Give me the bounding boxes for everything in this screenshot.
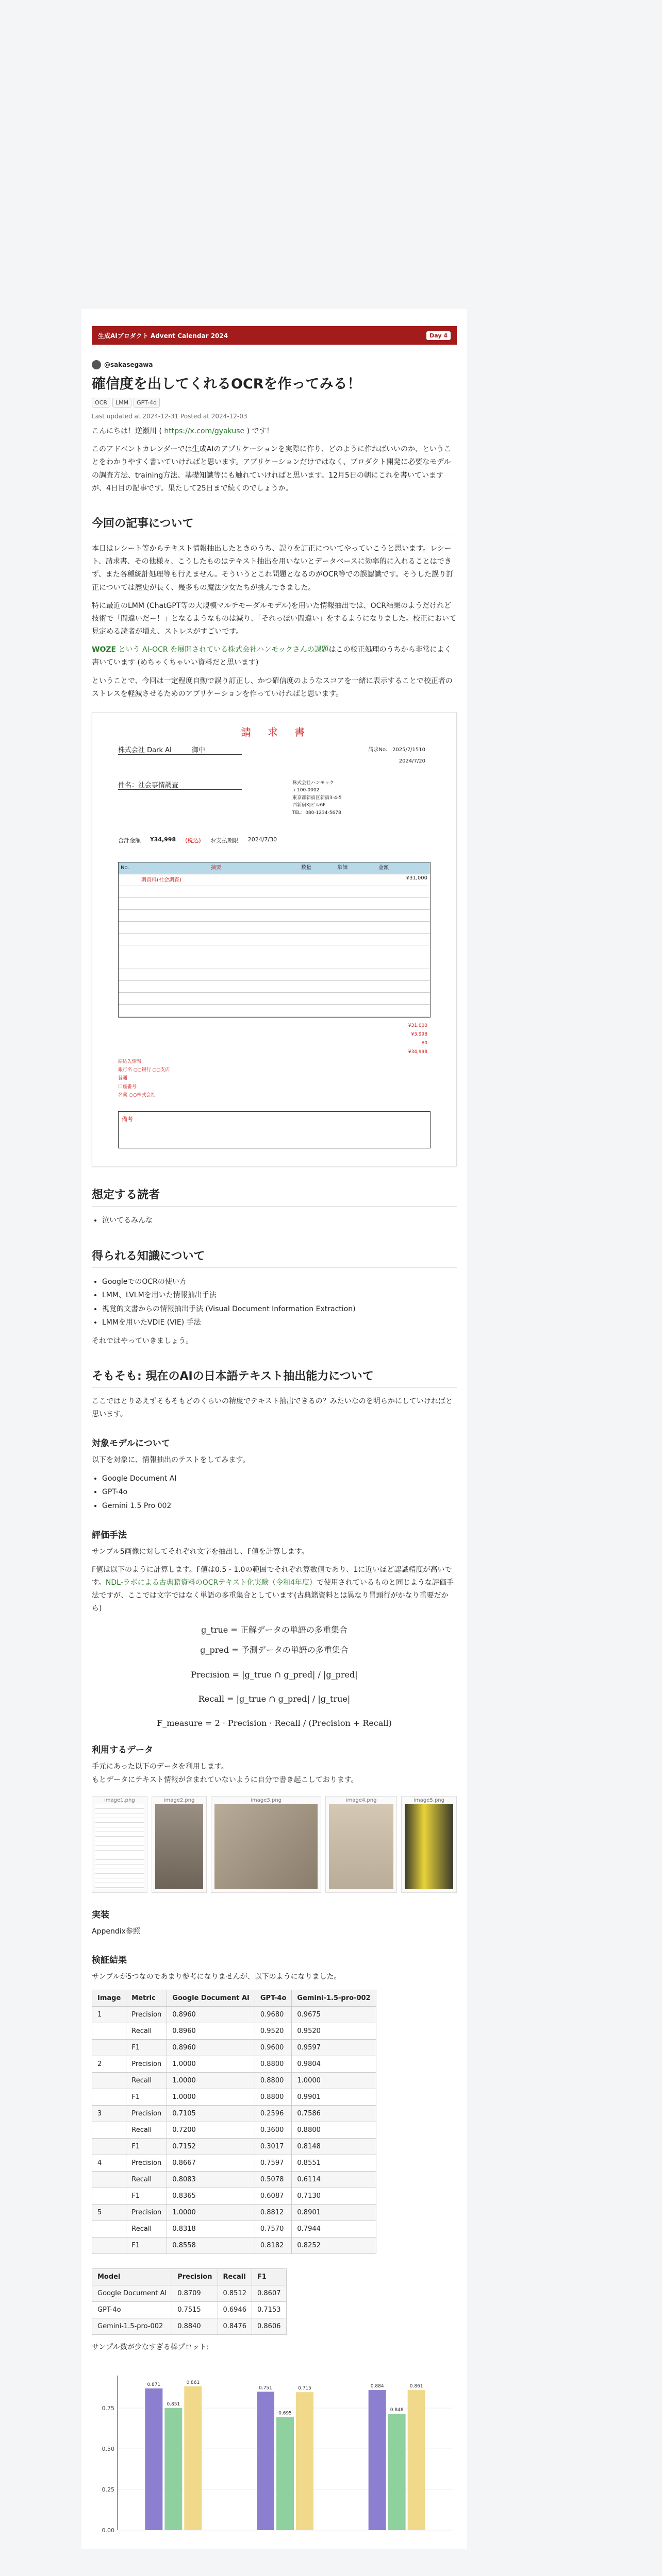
label: (税込) <box>185 837 201 844</box>
table-row <box>92 2023 376 2040</box>
data-label: 0.851 <box>167 2402 180 2408</box>
list-item: • 泣いてるみんな <box>102 1214 457 1228</box>
table-cell: 0.7153 <box>252 2302 287 2318</box>
table-cell: 0.8800 <box>255 2073 292 2089</box>
text: こんにちは！逆瀬川 ( <box>92 427 164 435</box>
y-tick-label: 0.25 <box>102 2486 114 2494</box>
post-date: Last updated at 2024-12-31 Posted at 2024-12-03 <box>92 413 247 420</box>
value: 振込先情報 <box>118 1059 142 1064</box>
table-cell: Precision <box>126 2106 167 2122</box>
author[interactable] <box>92 360 457 369</box>
reader-list <box>102 1214 457 1228</box>
advent-banner[interactable] <box>92 326 457 345</box>
value: 2024/7/30 <box>247 836 277 843</box>
table-row <box>92 2285 287 2302</box>
data-label: 0.861 <box>409 2384 423 2389</box>
data-label: 0.751 <box>259 2385 272 2391</box>
invoice-company <box>118 744 242 755</box>
section-heading: 今回の記事について <box>92 515 457 535</box>
table-cell: 0.9520 <box>255 2023 292 2040</box>
bar <box>296 2393 313 2531</box>
receipt-image <box>95 1804 144 1889</box>
paragraph: 以下を対象に、情報抽出のテストをしてみます。 <box>92 1455 250 1464</box>
table-cell: 0.8800 <box>255 2089 292 2106</box>
table-row <box>92 2188 376 2205</box>
table-cell: 0.6114 <box>292 2172 376 2188</box>
y-tick-label: 0.75 <box>102 2405 114 2412</box>
table-cell: 0.7200 <box>167 2122 255 2139</box>
data-label: 0.861 <box>186 2380 200 2386</box>
value: ¥34,998 <box>150 836 176 843</box>
paragraph: それではやっていきましょう。 <box>92 1336 193 1345</box>
table-cell: F1 <box>126 2139 167 2155</box>
value: 2025/7/1510 <box>392 747 425 753</box>
table-cell: 1.0000 <box>167 2056 255 2073</box>
table-cell <box>92 2122 126 2139</box>
woze-link[interactable]: WOZE <box>92 646 117 654</box>
invoice-sender <box>292 779 342 817</box>
avatar <box>92 360 101 369</box>
invoice-table <box>118 862 431 1018</box>
table-cell: 0.7570 <box>255 2221 292 2238</box>
value: 東京都新宿区新宿3-4-5 <box>292 795 342 801</box>
table-cell: Precision <box>126 2056 167 2073</box>
table-cell: 0.8667 <box>167 2155 255 2172</box>
invoice-subject: 件名：社会事情調査 <box>118 779 242 790</box>
table-cell: 0.8318 <box>167 2221 255 2238</box>
sample-thumb[interactable] <box>401 1796 457 1893</box>
table-cell: 0.3017 <box>255 2139 292 2155</box>
table-cell: 1.0000 <box>167 2073 255 2089</box>
table-cell: 5 <box>92 2205 126 2221</box>
day-badge: Day 4 <box>426 331 451 340</box>
table-cell <box>92 2172 126 2188</box>
list-item: • Gemini 1.5 Pro 002 <box>102 1499 457 1513</box>
table-cell: 0.8365 <box>167 2188 255 2205</box>
table-cell: 2 <box>92 2056 126 2073</box>
text: ) です！ <box>244 427 274 435</box>
table-cell: 0.8558 <box>167 2238 255 2254</box>
table-cell: F1 <box>126 2089 167 2106</box>
label: お支払期限 <box>210 837 239 844</box>
table-cell <box>92 2073 126 2089</box>
summary-table <box>92 2268 287 2335</box>
subsection-heading: 実装 <box>92 1909 109 1920</box>
text: 株式会社 Dark AI <box>118 747 172 754</box>
table-row <box>92 2318 287 2335</box>
results-table <box>92 1990 376 2254</box>
table-cell: F1 <box>126 2188 167 2205</box>
table-row <box>92 2007 376 2023</box>
table-cell: Precision <box>126 2205 167 2221</box>
value: 西新宿KJビル6F <box>292 803 326 808</box>
receipt-image <box>214 1804 317 1889</box>
value: 〒100-0002 <box>292 788 320 793</box>
paragraph: サンプルが5つなのであまり参考になりませんが、以下のようになりました。 <box>92 1973 341 1981</box>
table-row <box>92 2238 376 2254</box>
table-cell: 0.9804 <box>292 2056 376 2073</box>
subsection-heading: 評価手法 <box>92 1530 127 1540</box>
data-label: 0.695 <box>278 2411 292 2416</box>
bar <box>408 2390 425 2530</box>
intro-paragraph: このアドベントカレンダーでは生成AIのアプリケーションを実際に作り、どのように作ればいいのか、ということをわかりやすく書いていければと思います。アプリケーションだけではなく、プロダクト開発に必要なモデルの調査方法、training方法、基礎知識等にも触れていければと思います。12月5日の朝にこれを書いていますが、4日目の記事です。果たして25日まで続くのでしょうか。 <box>92 445 451 493</box>
invoice-amount: ¥31,000 <box>406 875 427 881</box>
table-row <box>92 2139 376 2155</box>
table-row <box>92 2040 376 2056</box>
table-cell: 3 <box>92 2106 126 2122</box>
table-cell: Precision <box>126 2007 167 2023</box>
value: 名義 ○○株式会社 <box>118 1092 156 1098</box>
table-cell: 4 <box>92 2155 126 2172</box>
caption: image5.png <box>413 1797 444 1803</box>
table-cell: Recall <box>126 2122 167 2139</box>
table-cell: 0.8551 <box>292 2155 376 2172</box>
value: 2024/7/20 <box>399 758 425 764</box>
paragraph: Appendix参照 <box>92 1927 140 1936</box>
table-cell: 0.3600 <box>255 2122 292 2139</box>
table-cell: 0.8182 <box>255 2238 292 2254</box>
tag[interactable]: GPT-4o <box>134 398 160 408</box>
table-header: GPT-4o <box>255 1990 292 2007</box>
table-cell: 0.7597 <box>255 2155 292 2172</box>
table-cell: Precision <box>126 2155 167 2172</box>
table-cell: 0.7105 <box>167 2106 255 2122</box>
bar <box>388 2414 406 2531</box>
table-cell: 0.8607 <box>252 2285 287 2302</box>
table-cell: Gemini-1.5-pro-002 <box>92 2318 172 2335</box>
table-cell <box>92 2188 126 2205</box>
invoice-subtotals <box>408 1022 427 1057</box>
formula: F_measure = 2 · Precision · Recall / (Precision + Recall) <box>157 1718 392 1728</box>
text: F値は以下のように計算します。F値は0.5 - 1.0の範囲でそれぞれ算数値であり、1に近いほど認識精度が高いです。 <box>92 1565 452 1587</box>
table-row <box>92 2155 376 2172</box>
table-row <box>92 2073 376 2089</box>
table-cell: 0.8960 <box>167 2040 255 2056</box>
table-cell <box>92 2089 126 2106</box>
bar <box>276 2417 294 2530</box>
y-tick-label: 0.50 <box>102 2446 114 2453</box>
col: 金額 <box>378 865 389 871</box>
table-cell: 1.0000 <box>167 2205 255 2221</box>
data-label: 0.871 <box>147 2382 161 2388</box>
table-cell: Recall <box>126 2073 167 2089</box>
paragraph <box>92 1564 457 1616</box>
sample-images <box>92 1796 457 1893</box>
table-cell: 0.9680 <box>255 2007 292 2023</box>
formula: Recall = |g_true ∩ g_pred| / |g_true| <box>198 1694 351 1704</box>
paragraph: ここではとりあえずそもそもどのくらいの精度でテキスト抽出できるの？みたいなのを明らかにしていければと思います。 <box>92 1397 453 1419</box>
list-item: • LMMを用いたVDIE (VIE) 手法 <box>102 1316 457 1330</box>
table-cell: 0.9675 <box>292 2007 376 2023</box>
table-cell: 0.8252 <box>292 2238 376 2254</box>
caption: image1.png <box>104 1797 135 1803</box>
table-header: Precision <box>172 2269 218 2285</box>
paragraph <box>92 643 457 669</box>
invoice-title: 請 求 書 <box>241 726 308 738</box>
bar <box>164 2408 182 2530</box>
table-cell: 0.8512 <box>218 2285 252 2302</box>
table-cell: Recall <box>126 2023 167 2040</box>
formula: g_pred = 予測データの単語の多重集合 <box>200 1645 349 1655</box>
invoice-item: 調査料(社会調査) <box>141 877 181 883</box>
table-cell: 0.8476 <box>218 2318 252 2335</box>
table-header-row <box>92 2269 287 2285</box>
value: ¥34,998 <box>408 1049 427 1055</box>
bar <box>257 2392 274 2531</box>
author-name: @sakasegawa <box>104 361 153 368</box>
table-cell: 0.8840 <box>172 2318 218 2335</box>
table-cell: GPT-4o <box>92 2302 172 2318</box>
table-cell: 0.8083 <box>167 2172 255 2188</box>
table-cell: 0.9597 <box>292 2040 376 2056</box>
table-cell: 0.8800 <box>292 2122 376 2139</box>
table-cell: Google Document AI <box>92 2285 172 2302</box>
value: 普通 <box>118 1076 128 1081</box>
sample-thumb[interactable] <box>92 1796 147 1893</box>
section-heading: 得られる知識について <box>92 1247 457 1268</box>
receipt-image <box>329 1804 393 1889</box>
caption: image2.png <box>163 1797 195 1803</box>
twitter-link[interactable]: https://x.com/gyakuse <box>164 427 245 435</box>
table-cell <box>92 2238 126 2254</box>
value: 口座番号 <box>118 1084 137 1090</box>
tag[interactable]: LMM <box>112 398 131 408</box>
paragraph: 本日はレシート等からテキスト情報抽出したときのうち、誤りを訂正についてやっていこうと思います。レシート、請求書、その他様々、こうしたものはテキスト抽出を用いないとデータベースに効率的に入れることはできず、また各種統計処理等も行えません。そういうとこれ問題となるのがOCR等での誤認識です。そうした誤り訂正については歴史が長く、幾多もの魔法少女たちが挑んできました。 <box>92 544 454 592</box>
table-cell <box>92 2040 126 2056</box>
bar <box>184 2386 202 2530</box>
invoice-notes <box>118 1058 170 1099</box>
table-cell: 0.8960 <box>167 2023 255 2040</box>
col: 単価 <box>337 865 347 871</box>
list-item: • 視覚的文書からの情報抽出手法 (Visual Document Information Extraction) <box>102 1302 457 1316</box>
table-cell: F1 <box>126 2040 167 2056</box>
table-cell: 0.8800 <box>255 2056 292 2073</box>
table-header: F1 <box>252 2269 287 2285</box>
table-cell: 0.2596 <box>255 2106 292 2122</box>
bar <box>145 2388 162 2530</box>
caption: image3.png <box>251 1797 282 1803</box>
tag[interactable]: OCR <box>92 398 110 408</box>
subsection-heading: 対象モデルについて <box>92 1438 170 1449</box>
intro-paragraph <box>92 425 457 438</box>
paragraph: 手元にあった以下のデータを利用します。 もとデータにテキスト情報が含まれていないように自分で書き起こしております。 <box>92 1762 358 1784</box>
invoice-meta <box>368 744 425 767</box>
table-cell: 0.8812 <box>255 2205 292 2221</box>
formula: g_true = 正解データの単語の多重集合 <box>201 1625 347 1635</box>
table-cell <box>92 2139 126 2155</box>
table-cell: 0.8148 <box>292 2139 376 2155</box>
table-cell: 0.9520 <box>292 2023 376 2040</box>
table-cell: 1.0000 <box>167 2089 255 2106</box>
table-cell: 0.7130 <box>292 2188 376 2205</box>
table-header: Model <box>92 2269 172 2285</box>
tag-list <box>92 398 457 408</box>
table-row <box>92 2106 376 2122</box>
table-row <box>92 2205 376 2221</box>
table-cell: 0.9600 <box>255 2040 292 2056</box>
table-cell: 0.5078 <box>255 2172 292 2188</box>
formula: Precision = |g_true ∩ g_pred| / |g_pred| <box>191 1670 358 1680</box>
table-row <box>92 2056 376 2073</box>
table-cell: 1 <box>92 2007 126 2023</box>
sample-thumb[interactable] <box>325 1796 397 1893</box>
table-header: Image <box>92 1990 126 2007</box>
article <box>81 309 467 2549</box>
sample-thumb[interactable] <box>152 1796 207 1893</box>
col: 摘要 <box>211 865 221 871</box>
receipt-image <box>155 1804 204 1889</box>
knowledge-list <box>102 1275 457 1330</box>
col: No. <box>121 865 129 871</box>
invoice-image <box>92 712 457 1166</box>
table-header: Recall <box>218 2269 252 2285</box>
table-row <box>92 2221 376 2238</box>
table-cell: F1 <box>126 2238 167 2254</box>
table-header: Gemini-1.5-pro-002 <box>292 1990 376 2007</box>
paragraph: サンプル5画像に対してそれぞれ文字を抽出し、F値を計算します。 <box>92 1547 309 1556</box>
data-label: 0.715 <box>298 2386 311 2392</box>
table-cell: 0.6087 <box>255 2188 292 2205</box>
table-cell: 0.8960 <box>167 2007 255 2023</box>
label: 合計金額 <box>118 837 141 844</box>
table-cell: 0.7944 <box>292 2221 376 2238</box>
table-row <box>92 2302 287 2318</box>
value: TEL：080-1234-5678 <box>292 810 341 816</box>
sample-thumb[interactable] <box>211 1796 321 1893</box>
value: 銀行名 ○○銀行 ○○支店 <box>118 1067 170 1073</box>
bar <box>369 2390 386 2530</box>
table-header: Google Document AI <box>167 1990 255 2007</box>
section-heading: そもそも: 現在のAIの日本語テキスト抽出能力について <box>92 1367 457 1388</box>
text: 御中 <box>191 747 205 754</box>
list-item: • LMM、LVLMを用いた情報抽出手法 <box>102 1289 457 1302</box>
table-header-row <box>92 1990 376 2007</box>
bar-chart <box>92 2365 457 2540</box>
chart-caption: サンプル数が少なすぎる棒プロット: <box>92 2343 209 2352</box>
table-cell: Recall <box>126 2221 167 2238</box>
table-cell <box>92 2023 126 2040</box>
table-cell: 1.0000 <box>292 2073 376 2089</box>
invoice-total <box>118 836 427 844</box>
table-cell: 0.7152 <box>167 2139 255 2155</box>
table-cell: 0.8901 <box>292 2205 376 2221</box>
data-label: 0.848 <box>390 2408 404 2413</box>
table-row <box>92 2172 376 2188</box>
subsection-heading: 検証結果 <box>92 1955 127 1965</box>
y-tick-label: 0.00 <box>102 2527 114 2534</box>
list-item: • Google Document AI <box>102 1472 457 1486</box>
value: ¥31,000 <box>408 1023 427 1028</box>
banner-title: 生成AIプロダクト Advent Calendar 2024 <box>98 332 228 340</box>
invoice-remarks <box>118 1111 431 1148</box>
text: で使用されているものと同じような評価手法ですが、ここでは文字ではなく単語の多重集合としています(古典籍資料とは異なり冒頭行がかなり重要だから) <box>92 1578 454 1613</box>
table-cell <box>92 2221 126 2238</box>
paragraph: ということで、今回は一定程度自動で誤り訂正し、かつ確信度のようなスコアを一緒に表示することで校正者のストレスを軽減させるためのアプリケーションを作っていければと思います。 <box>92 676 453 698</box>
caption: image4.png <box>345 1797 377 1803</box>
table-header: Metric <box>126 1990 167 2007</box>
col: 数量 <box>301 865 311 871</box>
value: ¥0 <box>421 1041 427 1046</box>
table-cell: 0.8709 <box>172 2285 218 2302</box>
value: ¥3,998 <box>411 1032 427 1038</box>
receipt-image <box>405 1804 453 1889</box>
table-cell: 0.6946 <box>218 2302 252 2318</box>
list-item: • GoogleでのOCRの使い方 <box>102 1275 457 1289</box>
value: 株式会社ハンモック <box>292 781 334 786</box>
table-row <box>92 2089 376 2106</box>
text: はこの校正処理のうちから非常によく書いています (めちゃくちゃいい資料だと思います) <box>92 646 452 667</box>
subsection-heading: 利用するデータ <box>92 1745 153 1756</box>
invoice-table-header <box>118 862 431 874</box>
model-list <box>102 1472 457 1513</box>
table-cell: 0.8606 <box>252 2318 287 2335</box>
table-cell: 0.9901 <box>292 2089 376 2106</box>
paragraph: 特に最近のLMM (ChatGPT等の大規模マルチモーダルモデル)を用いた情報抽出では、OCR結果のようだけれど技術で「間違いだー！」となるようなものは減り、「それっぽい間違い」をするようになりました。校正において見定める読者が増え、ストレスがすごいです。 <box>92 601 456 636</box>
table-row <box>92 2122 376 2139</box>
table-cell: 0.7515 <box>172 2302 218 2318</box>
table-cell: 0.7586 <box>292 2106 376 2122</box>
section-heading: 想定する読者 <box>92 1186 457 1207</box>
table-cell: Recall <box>126 2172 167 2188</box>
ndl-link[interactable]: NDL-ラボによる古典籍資料のOCRテキスト化実験（令和4年度） <box>105 1578 317 1587</box>
label: 請求No. <box>368 747 387 753</box>
page-title: 確信度を出してくれるOCRを作ってみる！ <box>92 376 361 392</box>
hammock-link[interactable]: という AI-OCR を展開されている株式会社ハンモックさんの課題 <box>116 646 329 654</box>
data-label: 0.884 <box>370 2384 384 2389</box>
label: 備考 <box>122 1116 133 1123</box>
list-item: • GPT-4o <box>102 1485 457 1499</box>
